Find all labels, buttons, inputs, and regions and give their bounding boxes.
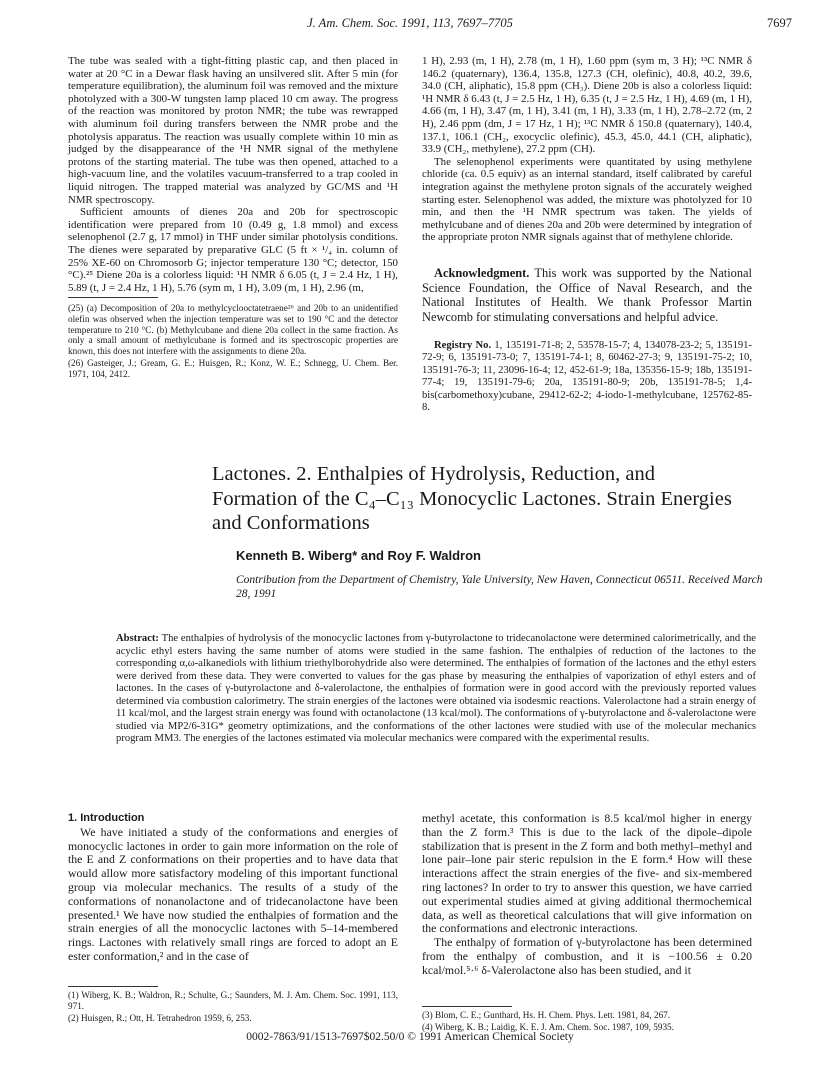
- footnote: (2) Huisgen, R.; Ott, H. Tetrahedron 1959, 6, 253.: [68, 1012, 252, 1023]
- right-column-text: [422, 55, 752, 244]
- footnote: (26) Gasteiger, J.; Gream, G. E.; Huisgen, R.; Konz, W. E.; Schnegg, U. Chem. Ber. 1971, 104, 2412.: [68, 357, 398, 379]
- paragraph: Sufficient amounts of dienes 20a and 20b for spectroscopic identification were prepared from 10 (0.49 g, 1.8 mmol) and excess selenophenol (2.7 g, 17 mmol) in THF under similar photolysis conditions. The dienes were separated by preparative GLC (5 ft × ¹/₄ in. column of 25% XE-60 on Chromosorb G; injector temperature 130 °C; detector, 150 °C).²⁵ Diene 20a is a colorless liquid: ¹H NMR δ 6.05 (t, J = 2.4 Hz, 1 H), 5.89 (t, J = 2.4 Hz, 1 H), 5.76 (sym m, 1 H), 3.09 (m, 1 H), 2.96 (m,: [68, 206, 398, 294]
- bottom-footnotes-left: [68, 990, 398, 1024]
- abstract-text: The enthalpies of hydrolysis of the monocyclic lactones from γ-butyrolactone to tridecanolactone were determined calorimetrically, and the acyclic ethyl esters having the same number of atoms were studied in the same fashion. The enthalpies of reduction of the lactones to the corresponding α,ω-alkanediols with lithium triethylborohydride also were determined. The enthalpies of formation of the lactones and the ethyl esters were derived from these data. They were converted to values for the gas phase by measuring the enthalpies of vaporization of ethyl esters and of lactones. In the cases of γ-butyrolactone and δ-valerolactone, the enthalpies of formation were in good accord with the previously reported values determined via combustion calorimetry. The strain energies of the lactones were obtained via isodesmic reactions. Valerolactone had a strain energy of 11 kcal/mol, and the largest strain energy was found with octanolactone (13 kcal/mol). The conformations of γ-butyrolactone and δ-valerolactone were studied via MP2/6-31G* geometry optimizations, and the conformations of the other lactones were studied with use of the molecular mechanics program MM3. The energies of the lactones estimated via molecular mechanics were compared with the experimental results.: [116, 633, 756, 744]
- registry-label: Registry No.: [434, 340, 492, 351]
- acknowledgment-text: This work was supported by the National Science Foundation, the Office of Naval Research, and the National Institutes of Health. We thank Professor Martin Newcomb for stimulating conversations and helpful advice.: [422, 266, 752, 324]
- footnote-divider: [422, 1006, 512, 1007]
- paragraph: The selenophenol experiments were quantitated by using methylene chloride (ca. 0.5 equiv) as an internal standard, itself calibrated by careful integration against the methylene proton signals of the accurately weighed starting ester. Selenophenol was added, the mixture was photolyzed for 10 min, and then the ¹H NMR spectrum was taken. The yields of methylcubane and of dienes 20a and 20b were determined by integration of the appropriate proton NMR signals against that of methylene chloride.: [422, 155, 752, 244]
- section-heading: 1. Introduction: [68, 812, 145, 824]
- registry-numbers: [422, 340, 752, 414]
- paragraph: We have initiated a study of the conformations and energies of monocyclic lactones in order to gain more information on the role of the E and Z conformations on their properties and to have data that would allow more satisfactory modeling of this important functional group via molecular mechanics. The results of a study of the conformations of nonanolactone and of tridecanolactone have been presented.¹ We have now studied the enthalpies of formation and the strain energies of all the monocyclic lactones with 5–14-membered rings. Lactones with relatively small rings are forced to adopt an E ester conformation,² and in the case of: [68, 824, 398, 963]
- left-footnotes: [68, 303, 398, 381]
- abstract: [116, 633, 756, 746]
- paragraph: 1 H), 2.93 (m, 1 H), 2.78 (m, 1 H), 1.60 ppm (sym m, 3 H); ¹³C NMR δ 146.2 (quaternary), 136.4, 135.8, 127.3 (CH, olefinic), 40.8, 40.2, 39.6, 34.0 (CH, aliphatic), 15.8 ppm (CH₃). Diene 20b is also a colorless liquid: ¹H NMR δ 6.43 (t, J = 2.5 Hz, 1 H), 6.35 (t, J = 2.5 Hz, 1 H), 4.69 (m, 1 H), 4.66 (m, 1 H), 3.47 (m, 1 H), 3.41 (m, 1 H), 3.33 (m, 1 H), 2.78–2.72 (m, 2 H), 2.46 ppm (dm, J = 17 Hz, 1 H); ¹³C NMR δ 150.8 (quaternary), 140.4, 137.1, 106.1 (CH₂, exocyclic olefinic), 45.3, 45.0, 44.1 (CH, aliphatic), 33.9 (CH₂, methylene), 27.2 ppm (CH).: [422, 55, 752, 156]
- running-header: [0, 12, 820, 34]
- paragraph: The tube was sealed with a tight-fitting plastic cap, and then placed in water at 20 °C in a Dewar flask having an unsilvered slit. After 5 min (for temperature equilibration), the aluminum foil was removed and the mixture photolyzed with a 300-W tungsten lamp placed 10 cm away. The progress of the reaction was monitored by proton NMR; the tube was rewrapped with aluminum foil during transfers between the NMR probe and the photolysis apparatus. The reaction was usually complete within 10 min as judged by the disappearance of the ¹H NMR signal of the methylene protons of the starting material. The tube was then opened, attached to a high-vacuum line, and the volatiles vacuum-transferred to a trap cooled in liquid nitrogen. The trapped material was analyzed by GC/MS and ¹H NMR spectroscopy.: [68, 55, 398, 206]
- registry-text: 1, 135191-71-8; 2, 53578-15-7; 4, 134078-23-2; 5, 135191-72-9; 6, 135191-73-0; 7, 135191-74-1; 8, 60462-27-3; 9, 135191-75-2; 10, 135191-76-3; 11, 23096-16-4; 12, 452-61-9; 18a, 135356-15-9; 18b, 135191-77-4; 19, 135191-79-6; 20a, 135191-80-9; 20b, 135191-78-5; 1,4-bis(carbomethoxy)cubane, 29412-62-2; 4-iodo-1-methylcubane, 125762-85-8.: [422, 340, 752, 414]
- footnote: (1) Wiberg, K. B.; Waldron, R.; Schulte, G.; Saunders, M. J. Am. Chem. Soc. 1991, 113, 971.: [68, 990, 398, 1011]
- article-title: Lactones. 2. Enthalpies of Hydrolysis, Reduction, and Formation of the C₄–C₁₃ Monocyclic Lactones. Strain Energies and Conformations: [212, 463, 732, 535]
- left-column-text: [68, 55, 398, 294]
- page-footer: 0002-7863/91/1513-7697$02.50/0 © 1991 American Chemical Society: [246, 1031, 574, 1043]
- footnote: (25) (a) Decomposition of 20a to methylcyclooctatetraene²⁶ and 20b to an unidentified olefin was observed when the injection temperature was set to 190 °C and the detector temperature to 210 °C. (b) Methylcubane and diene 20a collect in the same fraction. As only a small amount of methylcubane is formed and its spectroscopic properties are known, this does not interfere with the assignments to diene 20a.: [68, 303, 398, 357]
- footnote-divider: [68, 297, 158, 298]
- acknowledgment-label: Acknowledgment.: [434, 266, 530, 280]
- acknowledgment: [422, 266, 752, 324]
- footnote: (4) Wiberg, K. B.; Laidig, K. E. J. Am. Chem. Soc. 1987, 109, 5935.: [422, 1021, 674, 1032]
- abstract-label: Abstract:: [116, 633, 159, 644]
- paragraph: methyl acetate, this conformation is 8.5 kcal/mol higher in energy than the Z form.³ This is due to the lack of the dipole–dipole stabilization that is present in the Z form and both methyl–methyl and lone pair–lone pair steric repulsion in the E form.⁴ How will these interactions affect the strain energies of the five- and six-membered ring lactones? In order to try to answer this question, we have carried out experimental studies aimed at giving additional thermochemical data, as well as theoretical calculations that will give information on the conformations and electronic interactions.: [422, 811, 752, 936]
- footnote-divider: [68, 986, 158, 987]
- introduction-left: [68, 812, 398, 964]
- page-number: 7697: [767, 16, 792, 30]
- article-affiliation: Contribution from the Department of Chemistry, Yale University, New Haven, Connecticut 06511. Received March 28, 1991: [236, 574, 763, 600]
- article-authors: Kenneth B. Wiberg* and Roy F. Waldron: [236, 548, 481, 563]
- paragraph: The enthalpy of formation of γ-butyrolactone has been determined from the enthalpy of combustion, and it is −100.56 ± 0.20 kcal/mol.⁵·⁶ δ-Valerolactone also has been studied, and it: [422, 935, 752, 977]
- introduction-right: [422, 812, 752, 978]
- journal-citation: J. Am. Chem. Soc. 1991, 113, 7697–7705: [307, 16, 513, 30]
- footnote: (3) Blom, C. E.; Gunthard, Hs. H. Chem. Phys. Lett. 1981, 84, 267.: [422, 1010, 671, 1020]
